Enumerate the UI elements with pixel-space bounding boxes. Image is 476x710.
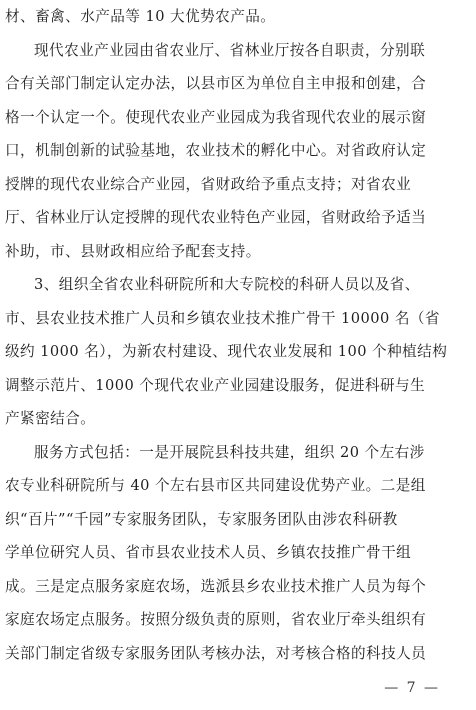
- text-line: 厅、省林业厅认定授牌的现代农业特色产业园，省财政给予适当: [5, 209, 427, 226]
- text-line: 材、畜禽、水产品等 10 大优势农产品。: [5, 8, 276, 25]
- text-line: 市、县农业技术推广人员和乡镇农业技术推广骨干 10000 名（省: [5, 310, 440, 327]
- text-line: 授牌的现代农业综合产业园，省财政给予重点支持；对省农业: [5, 176, 412, 193]
- text-line: 现代农业产业园由省农业厅、省林业厅按各自职责，分别联: [34, 42, 426, 59]
- text-line: 家庭农场定点服务。按照分级负责的原则，省农业厅牵头组织有: [5, 611, 427, 628]
- text-line: 3、组织全省农业科研院所和大专院校的科研人员以及省、: [34, 276, 420, 293]
- text-line: 产紧密结合。: [5, 410, 96, 427]
- page-number: — 7 —: [384, 680, 440, 696]
- text-line: 格一个认定一个。使现代农业产业园成为我省现代农业的展示窗: [5, 109, 427, 126]
- text-line: 织“百片”“千园”专家服务团队，专家服务团队由涉农科研教: [5, 511, 398, 528]
- text-line: 农专业科研院所与 40 个左右县市区共同建设优势产业。二是组: [5, 477, 426, 494]
- text-line: 级约 1000 名），为新农村建设、现代农业发展和 100 个种植结构: [5, 343, 448, 360]
- text-line: 服务方式包括：一是开展院县科技共建，组织 20 个左右涉: [34, 444, 425, 461]
- text-line: 成。三是定点服务家庭农场，选派县乡农业技术推广人员为每个: [5, 578, 427, 595]
- text-line: 补助，市、县财政相应给予配套支持。: [5, 243, 261, 260]
- text-line: 学单位研究人员、省市县农业技术人员、乡镇农技推广骨干组: [5, 544, 412, 561]
- text-line: 调整示范片、1000 个现代农业产业园建设服务，促进科研与生: [5, 377, 426, 394]
- text-line: 合有关部门制定认定办法，以县市区为单位自主申报和创建，合: [5, 75, 427, 92]
- text-line: 关部门制定省级专家服务团队考核办法，对考核合格的科技人员: [5, 645, 427, 662]
- text-line: 口，机制创新的试验基地，农业技术的孵化中心。对省政府认定: [5, 142, 427, 159]
